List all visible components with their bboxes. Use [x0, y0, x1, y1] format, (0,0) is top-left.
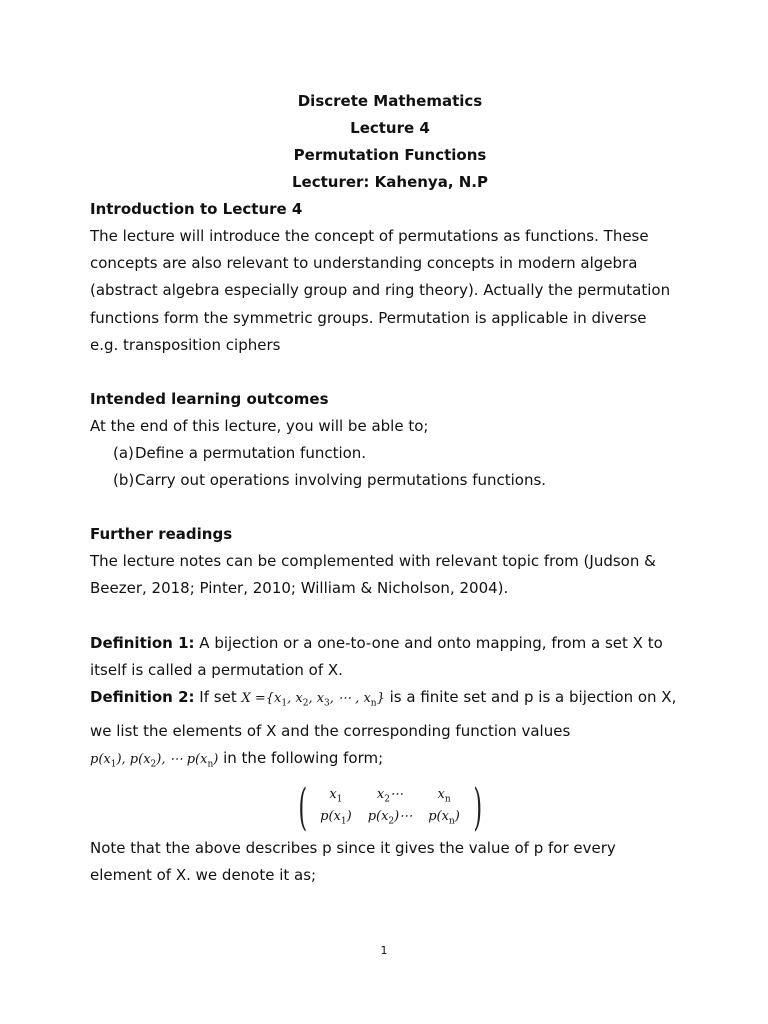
note-paragraph	[90, 835, 690, 889]
definition-2-line2: we list the elements of X and the corresponding function values	[90, 721, 571, 740]
intro-paragraph	[90, 223, 690, 359]
definition-1	[90, 630, 690, 684]
function-values-formula: $p(x_1)$, $p(x_2)$, ⋯ $p(x_n)$	[90, 752, 219, 770]
lecture-number: Lecture 4	[350, 119, 430, 137]
definition-2-pre: If set	[194, 688, 242, 707]
intro-heading: Introduction to Lecture 4	[90, 200, 303, 218]
two-row-notation: $x_1$ $x_2\cdots$ $x_n$ $p(x_1)$ $p(x_2)\cdots$ $p(x_n)$	[320, 787, 460, 827]
permutation-matrix	[90, 777, 690, 836]
outcomes-lead: At the end of this lecture, you will be able to;	[90, 417, 429, 436]
list-item	[113, 440, 690, 467]
definition-1-text-cont: itself is called a permutation of X.	[90, 660, 343, 679]
lecturer-name: Lecturer: Kahenya, N.P	[291, 173, 488, 191]
right-paren: )	[473, 777, 482, 836]
document-page	[90, 88, 690, 889]
intro-line: e.g. transposition ciphers	[90, 335, 281, 354]
outcomes-list	[90, 440, 690, 494]
course-title: Discrete Mathematics	[297, 92, 483, 110]
intro-line: The lecture will introduce the concept of permutations as functions. These	[90, 227, 649, 245]
list-marker: (b)	[113, 471, 135, 490]
readings-heading: Further readings	[90, 525, 233, 544]
list-text: Carry out operations involving permutations functions.	[135, 471, 547, 490]
definition-2-label: Definition 2:	[90, 688, 195, 707]
left-paren: (	[297, 777, 307, 836]
list-text: Define a permutation function.	[135, 444, 367, 463]
outcomes-heading: Intended learning outcomes	[90, 390, 329, 409]
definition-1-text: A bijection or a one-to-one and onto mapping, from a set X to	[194, 633, 663, 652]
readings-line: The lecture notes can be complemented with relevant topic from (Judson &	[90, 552, 656, 571]
page-number: 1	[380, 944, 388, 957]
readings-line: Beezer, 2018; Pinter, 2010; William & Nicholson, 2004).	[90, 579, 509, 598]
definition-2-line3: in the following form;	[218, 749, 384, 768]
intro-line: (abstract algebra especially group and ring theory). Actually the permutation	[90, 281, 671, 300]
readings-paragraph	[90, 548, 690, 602]
note-line: Note that the above describes p since it gives the value of p for every	[90, 838, 616, 857]
set-x-formula: $X =\{x_1$, $x_2$, $x_3$, ⋯ , $x_n$}	[241, 691, 385, 709]
note-line: element of X. we denote it as;	[90, 866, 317, 885]
definition-1-label: Definition 1:	[90, 633, 195, 652]
intro-line: concepts are also relevant to understanding concepts in modern algebra	[90, 254, 638, 273]
list-marker: (a)	[113, 444, 134, 463]
lecture-topic: Permutation Functions	[293, 146, 487, 164]
title-block	[90, 88, 690, 196]
definition-2	[90, 684, 690, 779]
list-item	[113, 467, 690, 494]
intro-line: functions form the symmetric groups. Permutation is applicable in diverse	[90, 308, 647, 327]
definition-2-post: is a finite set and p is a bijection on X,	[384, 688, 677, 707]
